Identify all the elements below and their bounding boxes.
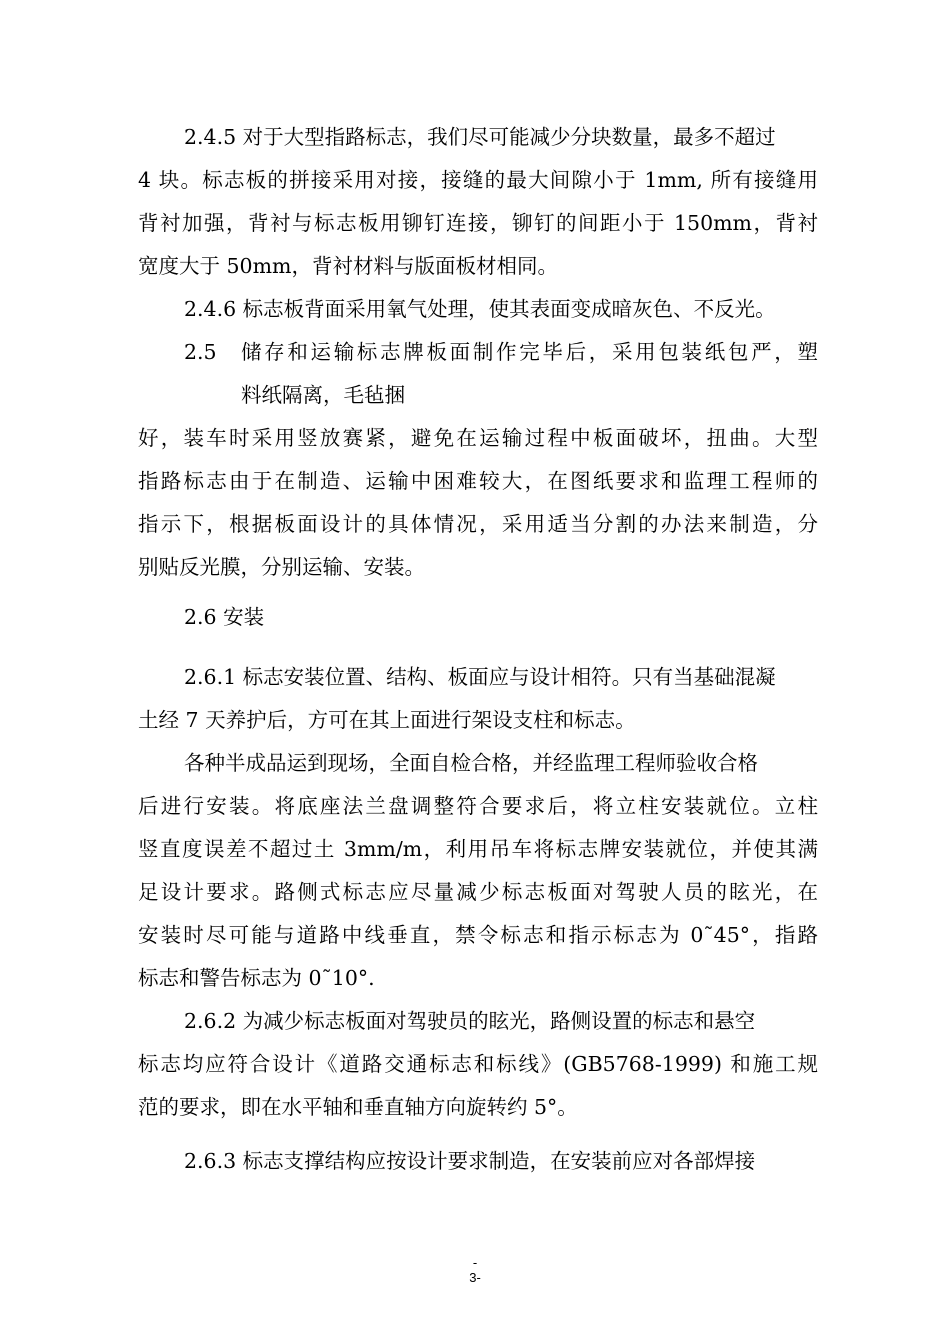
paragraph-2-5-line-2: 料纸隔离，毛毡捆: [241, 383, 405, 407]
paragraph-2-4-5-line-4: 宽度大于 50mm，背衬材料与版面板材相同。: [138, 254, 558, 278]
paragraph-2-5-line-5: 指示下，根据板面设计的具体情况，采用适当分割的办法来制造，分: [138, 512, 818, 536]
paragraph-install-line-2: 后进行安装。将底座法兰盘调整符合要求后，将立柱安装就位。立柱: [138, 794, 818, 818]
paragraph-2-5-line-1: 储存和运输标志牌板面制作完毕后，采用包装纸包严，塑: [241, 340, 818, 364]
paragraph-2-6-2-line-3: 范的要求，即在水平轴和垂直轴方向旋转约 5°。: [138, 1095, 578, 1119]
footer-page-number: 3-: [469, 1270, 481, 1285]
paragraph-2-5-line-4: 指路标志由于在制造、运输中困难较大，在图纸要求和监理工程师的: [138, 469, 818, 493]
paragraph-2-4-6-line-1: 2.4.6 标志板背面采用氧气处理，使其表面变成暗灰色、不反光。: [184, 297, 776, 321]
paragraph-2-4-5-line-2: 4 块。标志板的拼接采用对接，接缝的最大间隙小于 1mm, 所有接缝用: [138, 168, 818, 192]
paragraph-2-6-2-line-2: 标志均应符合设计《道路交通标志和标线》(GB5768-1999) 和施工规: [138, 1052, 818, 1076]
paragraph-2-6-3-line-1: 2.6.3 标志支撑结构应按设计要求制造，在安装前应对各部焊接: [184, 1149, 756, 1173]
paragraph-2-4-5-line-3: 背衬加强，背衬与标志板用铆钉连接，铆钉的间距小于 150mm，背衬: [138, 211, 818, 235]
footer-dash: -: [472, 1255, 478, 1270]
paragraph-2-6-1-line-1: 2.6.1 标志安装位置、结构、板面应与设计相符。只有当基础混凝: [184, 665, 776, 689]
paragraph-2-5-line-3: 好，装车时采用竖放赛紧，避免在运输过程中板面破坏，扭曲。大型: [138, 426, 818, 450]
paragraph-2-6-1-line-2: 土经 7 天养护后，方可在其上面进行架设支柱和标志。: [138, 708, 636, 732]
section-2-5-number: 2.5: [184, 340, 217, 364]
paragraph-install-line-3: 竖直度误差不超过土 3mm/m，利用吊车将标志牌安装就位，并使其满: [138, 837, 818, 861]
section-2-6-heading: 2.6 安装: [184, 605, 265, 629]
paragraph-2-5-line-6: 别贴反光膜，分别运输、安装。: [138, 555, 425, 579]
paragraph-install-line-5: 安装时尽可能与道路中线垂直，禁令标志和指示标志为 0˜45°，指路: [138, 923, 818, 947]
paragraph-install-line-4: 足设计要求。路侧式标志应尽量减少标志板面对驾驶人员的眩光，在: [138, 880, 818, 904]
paragraph-2-4-5-line-1: 2.4.5 对于大型指路标志，我们尽可能减少分块数量，最多不超过: [184, 125, 776, 149]
paragraph-install-line-6: 标志和警告标志为 0˜10°.: [138, 966, 375, 990]
paragraph-install-line-1: 各种半成品运到现场，全面自检合格，并经监理工程师验收合格: [184, 751, 758, 775]
paragraph-2-6-2-line-1: 2.6.2 为减少标志板面对驾驶员的眩光，路侧设置的标志和悬空: [184, 1009, 756, 1033]
